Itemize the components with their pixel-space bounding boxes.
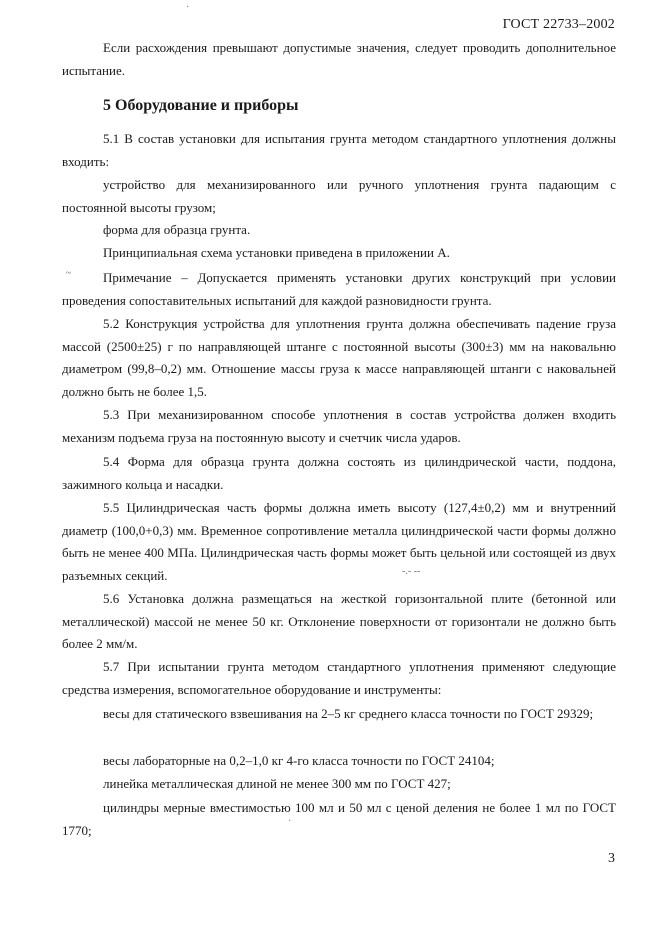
document-code-header: ГОСТ 22733–2002 xyxy=(502,17,615,32)
note-paragraph: Примечание – Допускается применять установки других конструкций при условии проведения сопоставительных испытаний для каждой разновидности грунта. xyxy=(62,270,616,308)
scan-mark: ~ xyxy=(66,268,72,279)
paragraph-5-5: 5.5 Цилиндрическая часть формы должна иметь высоту (127,4±0,2) мм и внутренний диаметр (100,0+0,3) мм. Временное сопротивление металла цилиндрической части формы должно быть не менее 400 МПа. Цилиндрическая часть формы может быть цельной или состоящей из двух разъемных секций. xyxy=(62,500,616,583)
paragraph-5-6: 5.6 Установка должна размещаться на жесткой горизонтальной плите (бетонной или металлической) массой не менее 50 кг. Отклонение поверхности от горизонтали не должно быть более 2 мм/м. xyxy=(62,591,616,651)
intro-paragraph: Если расхождения превышают допустимые значения, следует проводить дополнительное испытание. xyxy=(62,40,616,78)
paragraph-5-2: 5.2 Конструкция устройства для уплотнения грунта должна обеспечивать падение груза массой (2500±25) г по направляющей штанге с постоянной высоты (300±3) мм на наковальню диаметром (99,8–0,2) мм. Отношение массы груза к массе направляющей штанги с наковальней должно быть не более 1,5. xyxy=(62,316,616,399)
list-item-lab-scales: весы лабораторные на 0,2–1,0 кг 4-го класса точности по ГОСТ 24104; xyxy=(103,753,495,768)
list-item-static-scales: весы для статического взвешивания на 2–5 кг среднего класса точности по ГОСТ 29329; xyxy=(103,706,594,721)
scan-mark: · xyxy=(186,2,190,13)
paragraph-5-1-item-form: форма для образца грунта. xyxy=(103,222,251,237)
paragraph-5-3: 5.3 При механизированном способе уплотнения в состав устройства должен входить механизм подъема груза на постоянную высоту и счетчик числа ударов. xyxy=(62,407,616,445)
list-item-ruler: линейка металлическая длиной не менее 300 мм по ГОСТ 427; xyxy=(103,776,451,791)
paragraph-5-1-schema: Принципиальная схема установки приведена в приложении А. xyxy=(103,245,450,260)
paragraph-5-4: 5.4 Форма для образца грунта должна состоять из цилиндрической части, поддона, зажимного кольца и насадки. xyxy=(62,454,616,492)
paragraph-5-1-item-device: устройство для механизированного или ручного уплотнения грунта падающим с постоянной высоты грузом; xyxy=(62,177,616,215)
page-number: 3 xyxy=(608,851,615,866)
paragraph-5-1: 5.1 В состав установки для испытания грунта методом стандартного уплотнения должны входить: xyxy=(62,131,616,169)
paragraph-5-7: 5.7 При испытании грунта методом стандартного уплотнения применяют следующие средства измерения, вспомогательное оборудование и инструменты: xyxy=(62,659,616,697)
scan-mark: · xyxy=(288,816,292,827)
section-title: 5 Оборудование и приборы xyxy=(103,97,299,114)
scan-mark: -.- -- xyxy=(402,566,421,577)
list-item-cylinders: цилиндры мерные вместимостью 100 мл и 50 мл с ценой деления не более 1 мл по ГОСТ 1770; xyxy=(62,800,616,838)
